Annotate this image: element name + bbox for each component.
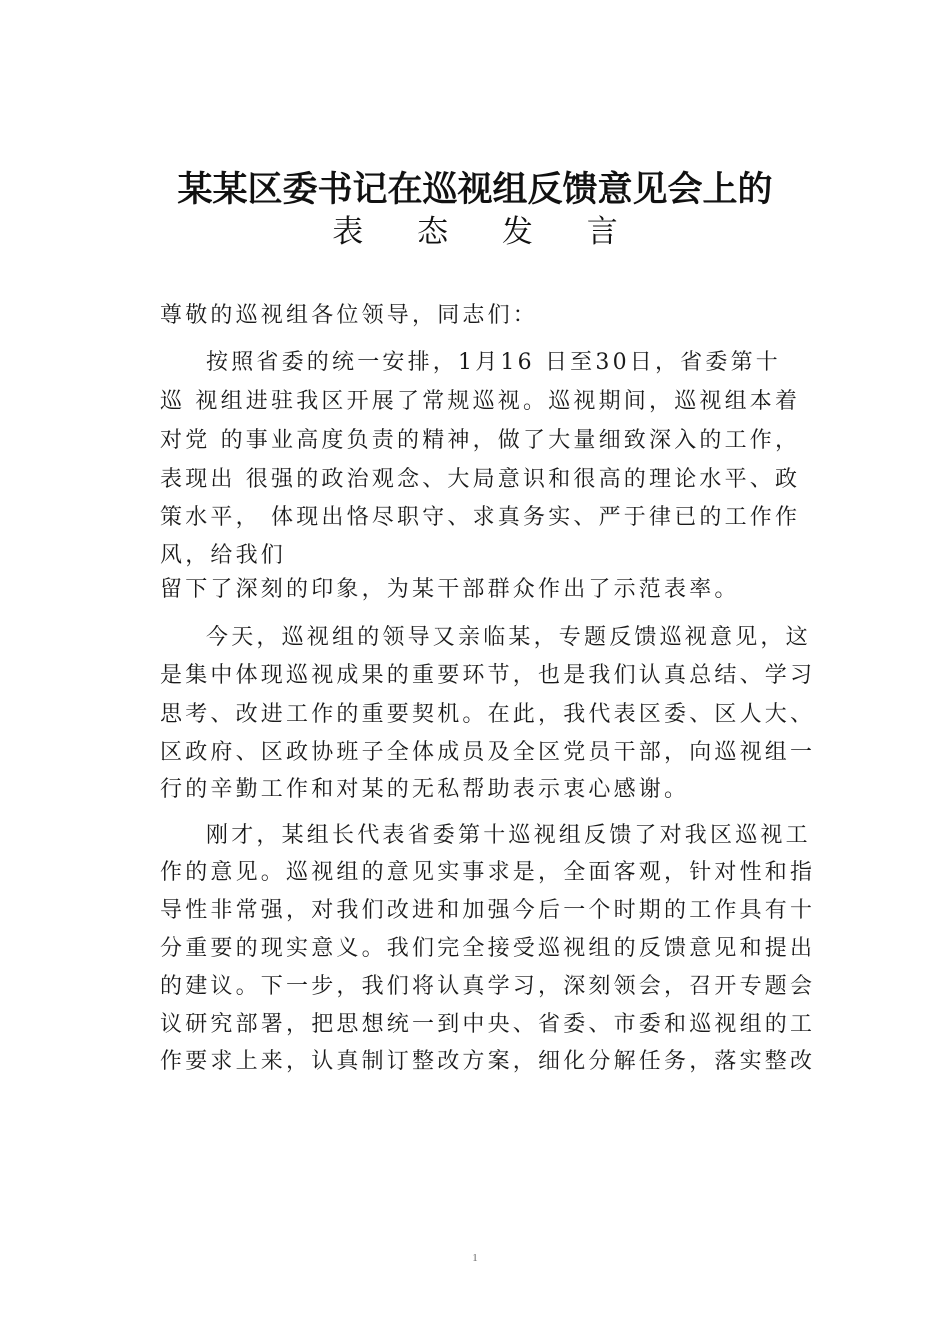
paragraph-line: 是集中体现巡视成果的重要环节，也是我们认真总结、学习	[160, 663, 816, 688]
paragraph-line: 策水平， 体现出恪尽职守、求真务实、严于律已的工作作	[160, 505, 801, 530]
document-subtitle: 表 态 发 言	[332, 214, 640, 250]
paragraph-line: 区政府、区政协班子全体成员及全区党员干部，向巡视组一	[160, 740, 816, 765]
salutation: 尊敬的巡视组各位领导，同志们：	[160, 303, 539, 328]
paragraph-line: 表现出 很强的政治观念、大局意识和很高的理论水平、政	[160, 467, 801, 492]
paragraph-line: 巡 视组进驻我区开展了常规巡视。巡视期间，巡视组本着	[160, 389, 801, 414]
paragraph-line: 今天，巡视组的领导又亲临某，专题反馈巡视意见，这	[206, 625, 811, 650]
paragraph-line: 作要求上来，认真制订整改方案，细化分解任务，落实整改	[160, 1049, 816, 1074]
paragraph-line: 风，给我们	[160, 543, 287, 568]
paragraph-line: 导性非常强，对我们改进和加强今后一个时期的工作具有十	[160, 898, 816, 923]
paragraph-line: 作的意见。巡视组的意见实事求是，全面客观，针对性和指	[160, 860, 816, 885]
paragraph-line: 按照省委的统一安排，1月16 日至30日，省委第十	[206, 350, 781, 375]
page-number: 1	[472, 1252, 478, 1264]
paragraph-line: 行的辛勤工作和对某的无私帮助表示衷心感谢。	[160, 777, 690, 802]
paragraph-line: 对党 的事业高度负责的精神，做了大量细致深入的工作，	[160, 428, 801, 453]
document-title: 某某区委书记在巡视组反馈意见会上的	[177, 169, 773, 210]
paragraph-line: 议研究部署，把思想统一到中央、省委、市委和巡视组的工	[160, 1012, 816, 1037]
paragraph-line: 分重要的现实意义。我们完全接受巡视组的反馈意见和提出	[160, 936, 816, 961]
paragraph-line: 思考、改进工作的重要契机。在此，我代表区委、区人大、	[160, 702, 816, 727]
paragraph-line: 留下了深刻的印象，为某干部群众作出了示范表率。	[160, 577, 740, 602]
paragraph-line: 刚才，某组长代表省委第十巡视组反馈了对我区巡视工	[206, 823, 811, 848]
paragraph-line: 的建议。下一步，我们将认真学习，深刻领会，召开专题会	[160, 974, 816, 999]
